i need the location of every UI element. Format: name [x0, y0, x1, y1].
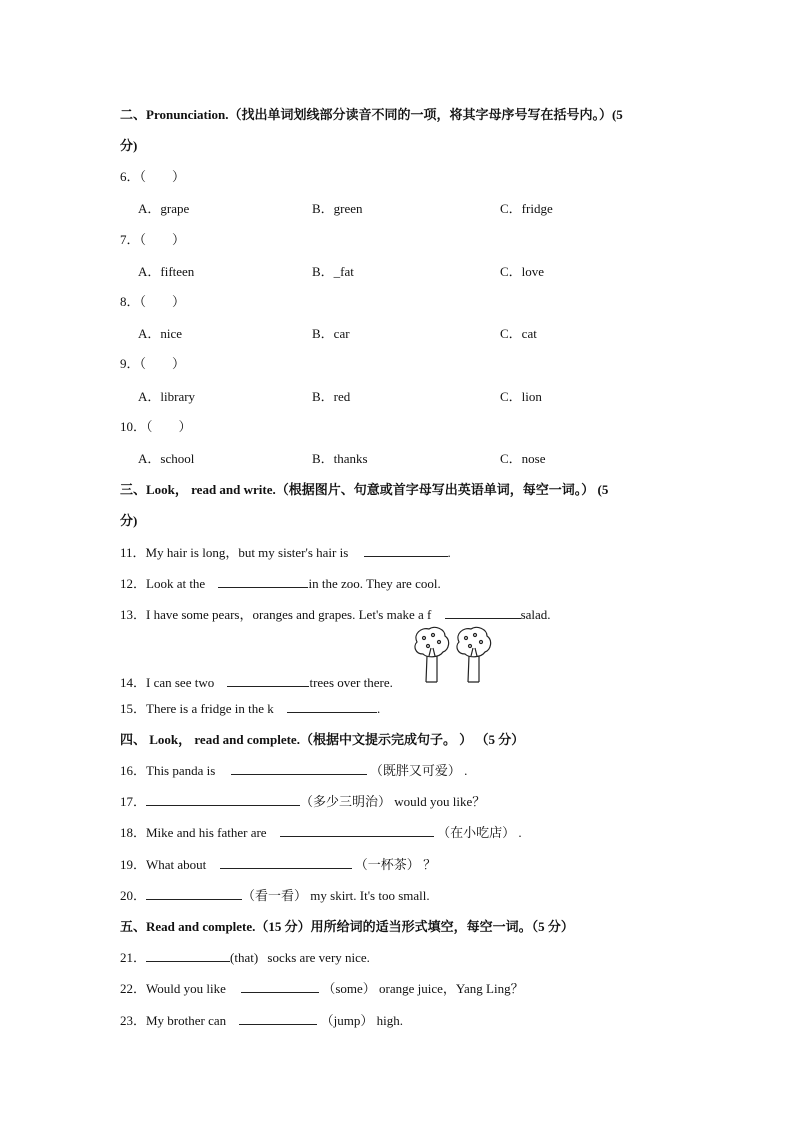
q21-answer-blank[interactable] [146, 949, 230, 962]
q14-end: trees over there. [309, 675, 393, 690]
q6-option-c: C．fridge [500, 201, 553, 216]
q21 [120, 947, 370, 966]
q22-answer-blank[interactable] [241, 980, 319, 993]
q23-answer-blank[interactable] [239, 1012, 317, 1025]
q7-number: 7．（ ） [120, 232, 186, 247]
q18-end: . [518, 825, 522, 840]
q11-text: 11．My hair is long，but my sister's hair is [120, 545, 349, 560]
q8-option-b: B．car [312, 326, 350, 341]
q17-end: would you like？ [394, 794, 486, 809]
q11 [120, 542, 451, 561]
q7-option-c: C．love [500, 264, 545, 279]
q19-hint: （一杯茶） [354, 857, 420, 872]
q22-end: orange juice，Yang Ling？ [379, 981, 524, 996]
q20-answer-blank[interactable] [146, 887, 242, 900]
q23-hint: （jump） [320, 1013, 374, 1028]
q15-answer-blank[interactable] [287, 700, 377, 713]
q12-text: 12．Look at the [120, 576, 206, 591]
q8-number: 8．（ ） [120, 294, 186, 309]
q19-answer-blank[interactable] [220, 856, 352, 869]
q22-text: 22．Would you like [120, 981, 226, 996]
q18-text: 18．Mike and his father are [120, 825, 267, 840]
q9-option-c: C．lion [500, 389, 542, 404]
q6-option-a: A．grape [138, 201, 190, 216]
q16-answer-blank[interactable] [231, 762, 367, 775]
q16-hint: （既胖又可爱） [369, 763, 461, 778]
q17 [120, 791, 485, 810]
section-3-heading-cont: 分) [120, 513, 138, 528]
q19-text: 19．What about [120, 857, 207, 872]
q20 [120, 885, 430, 904]
section-5-heading: 五、Read and complete.（15 分）用所给词的适当形式填空，每空一词。（5 分） [120, 919, 574, 934]
q17-text: 17． [120, 794, 147, 809]
q21-hint: (that) [230, 950, 259, 965]
q15-text: 15．There is a fridge in the k [120, 701, 274, 716]
q14-text: 14．I can see two [120, 675, 215, 690]
q11-end: . [447, 545, 451, 560]
q13-answer-blank[interactable] [445, 606, 521, 619]
q19-end: ？ [423, 857, 437, 872]
q14 [120, 672, 393, 691]
q23-end: high. [376, 1013, 403, 1028]
q10-number: 10．（ ） [120, 419, 192, 434]
section-2-heading: 二、Pronunciation.（找出单词划线部分读音不同的一项，将其字母序号写在括号内。）(5 [120, 107, 623, 122]
section-4-heading: 四、 Look， read and complete.（根据中文提示完成句子。 ） （5 分） [120, 732, 525, 747]
q7-option-b: B．_fat [312, 264, 354, 279]
q10-option-b: B．thanks [312, 451, 368, 466]
q15 [120, 698, 380, 717]
q21-text: 21． [120, 950, 147, 965]
q9-option-b: B．red [312, 389, 351, 404]
q8-option-a: A．nice [138, 326, 183, 341]
q6-option-b: B．green [312, 201, 363, 216]
q6-number: 6．（ ） [120, 169, 186, 184]
q8-option-c: C．cat [500, 326, 537, 341]
q14-answer-blank[interactable] [227, 674, 309, 687]
q13-end: salad. [520, 607, 551, 622]
q20-end: my skirt. It's too small. [310, 888, 430, 903]
q10-option-c: C．nose [500, 451, 546, 466]
q16-text: 16．This panda is [120, 763, 216, 778]
q23-text: 23．My brother can [120, 1013, 227, 1028]
q11-answer-blank[interactable] [364, 544, 448, 557]
q12 [120, 573, 441, 592]
q20-hint: （看一看） [242, 888, 308, 903]
q21-end: socks are very nice. [267, 950, 370, 965]
q12-end: in the zoo. They are cool. [308, 576, 441, 591]
q17-answer-blank[interactable] [146, 793, 300, 806]
two-trees-illustration [411, 626, 497, 684]
section-2-heading-cont: 分) [120, 138, 138, 153]
q13-text: 13．I have some pears，oranges and grapes. Let's make a f [120, 607, 432, 622]
q10-option-a: A．school [138, 451, 195, 466]
q12-answer-blank[interactable] [218, 575, 308, 588]
q22 [120, 978, 524, 997]
q9-option-a: A．library [138, 389, 196, 404]
q20-text: 20． [120, 888, 147, 903]
q18-answer-blank[interactable] [280, 824, 434, 837]
q16 [120, 760, 467, 779]
q18 [120, 822, 522, 841]
q16-end: . [464, 763, 468, 778]
q22-hint: （some） [322, 981, 376, 996]
q7-option-a: A．fifteen [138, 264, 195, 279]
q9-number: 9．（ ） [120, 356, 186, 371]
q19 [120, 854, 436, 873]
q17-hint: （多少三明治） [300, 794, 392, 809]
section-3-heading: 三、Look， read and write.（根据图片、句意或首字母写出英语单词，每空一词。） (5 [120, 482, 609, 497]
q23 [120, 1010, 403, 1029]
q15-end: . [377, 701, 381, 716]
q13 [120, 604, 551, 623]
q18-hint: （在小吃店） [437, 825, 516, 840]
